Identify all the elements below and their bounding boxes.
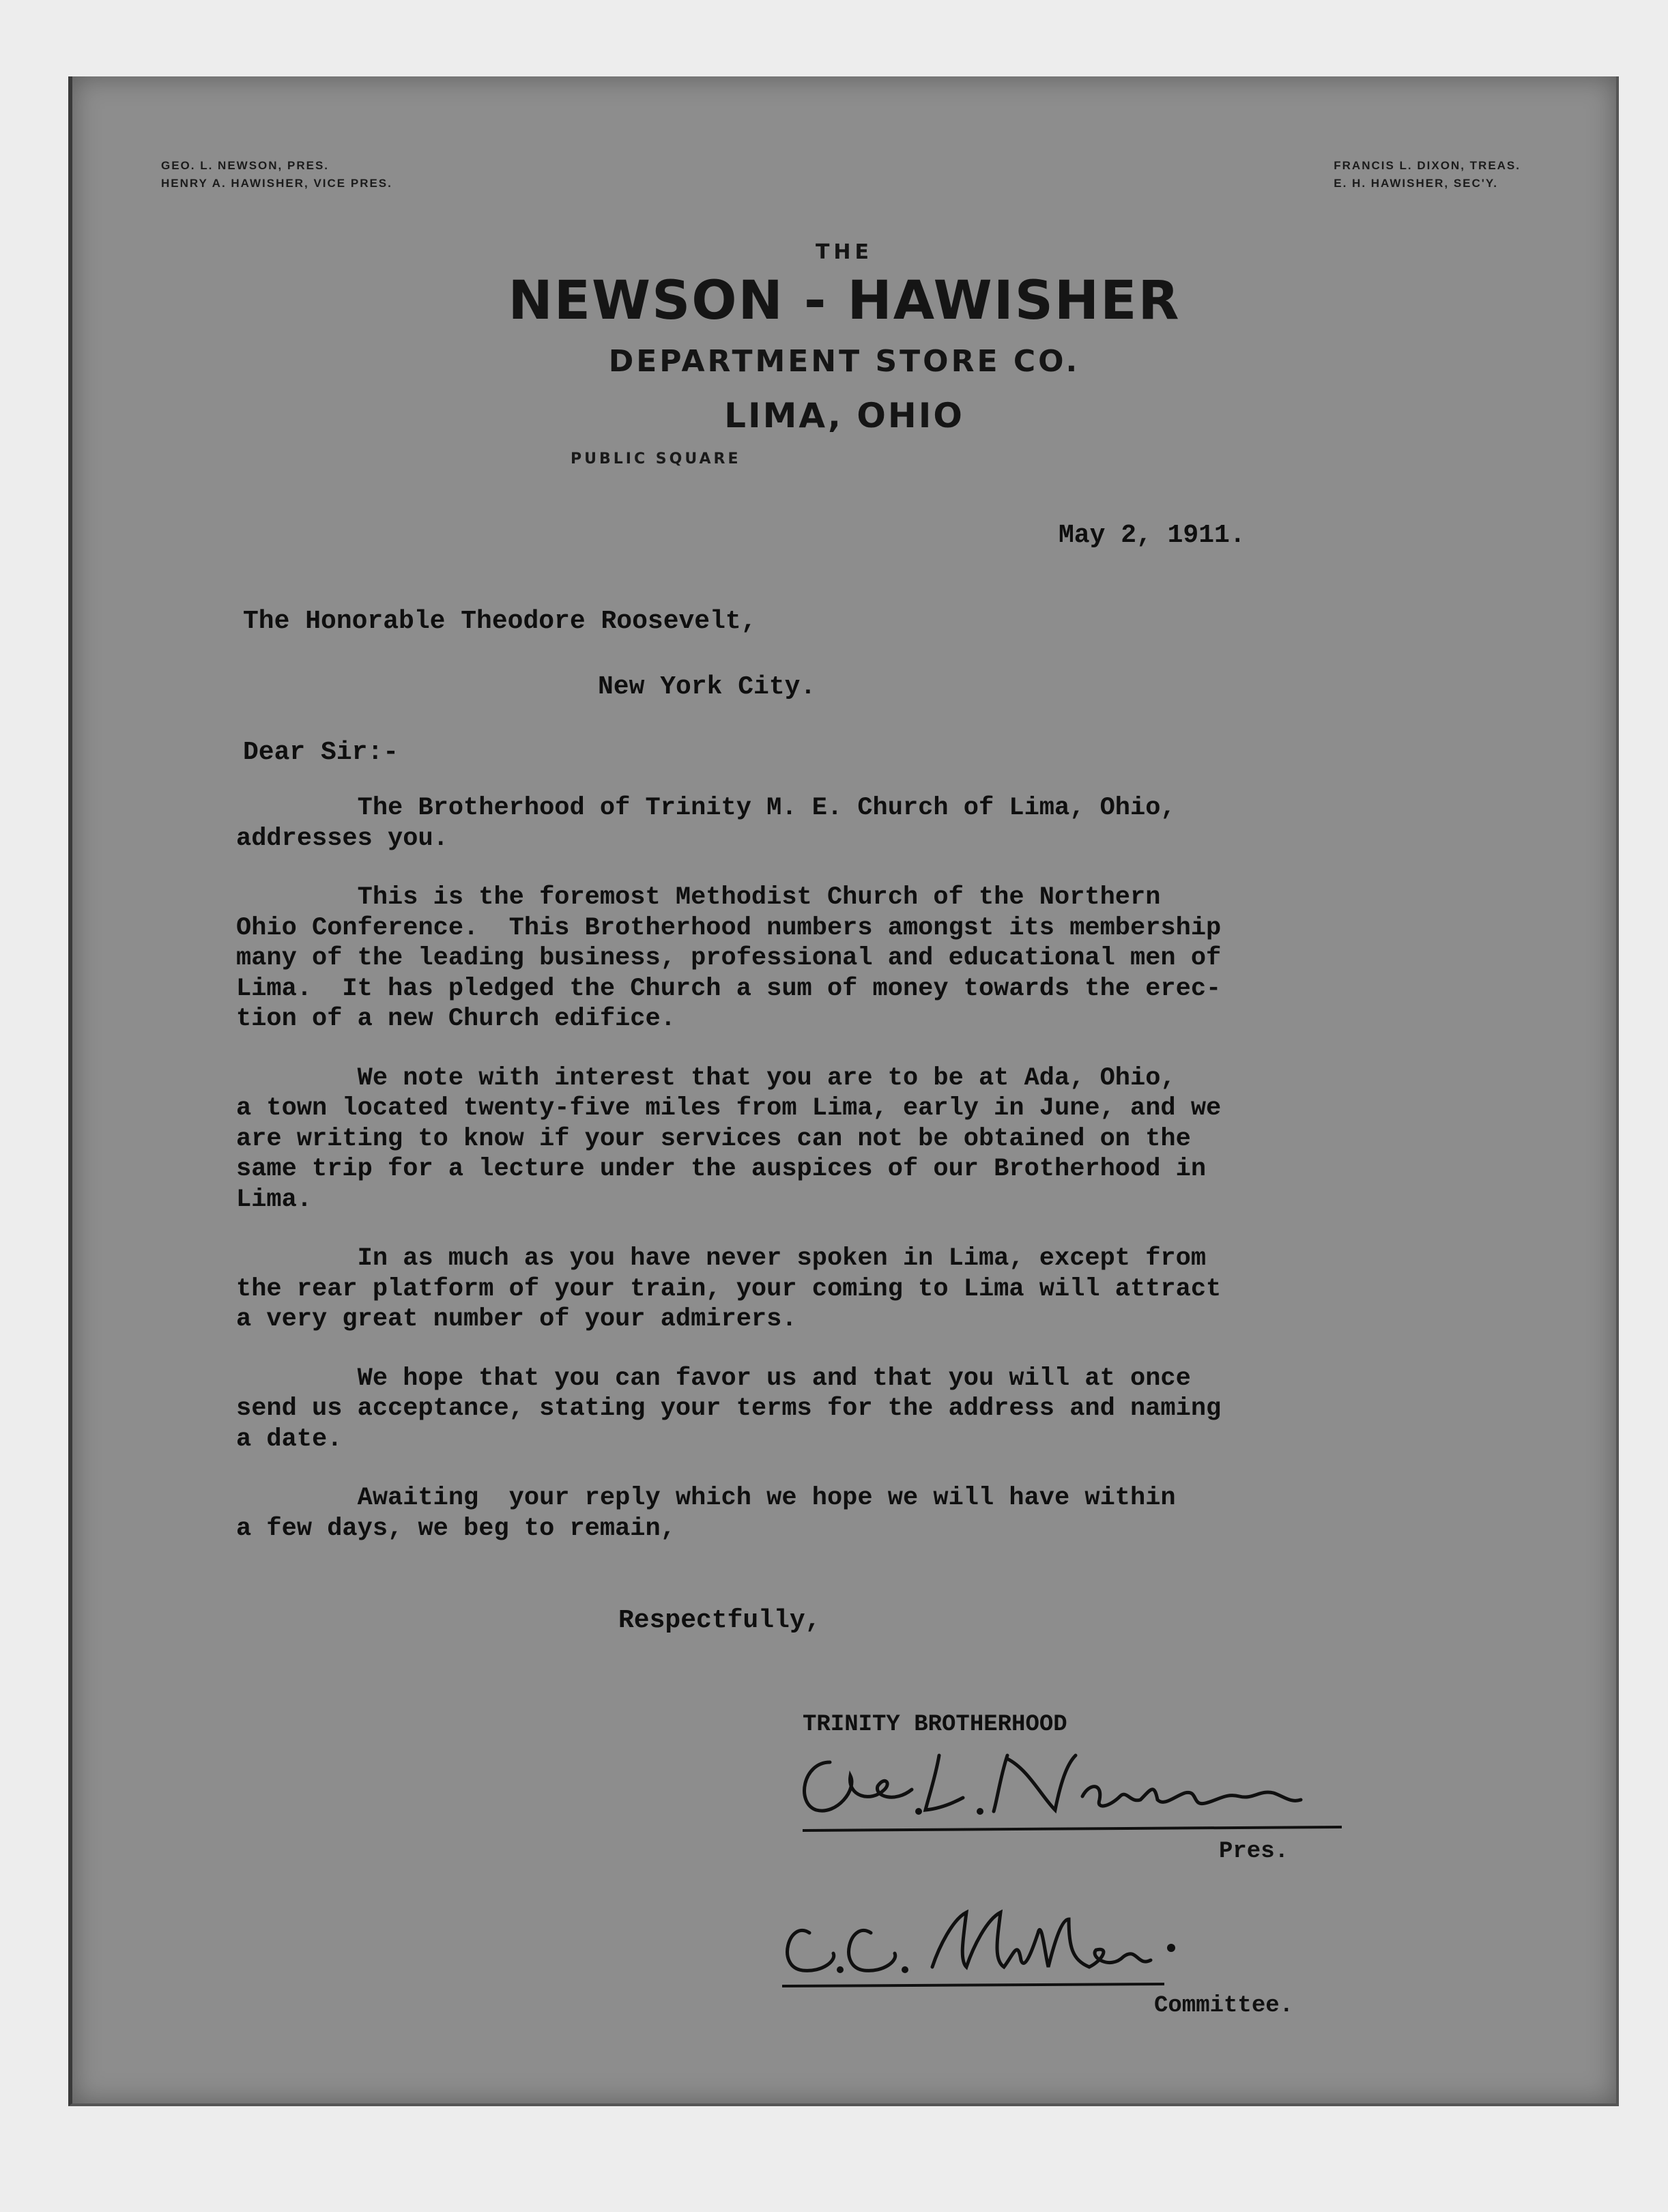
addressee: The Honorable Theodore Roosevelt, [243, 607, 757, 636]
complimentary-close: Respectfully, [618, 1606, 821, 1635]
paragraph-admirers: In as much as you have never spoken in Lima, except from the rear platform of your train, your coming to Lima will attract a very great number of your admirers. [236, 1244, 1222, 1334]
officer-secretary: E. H. HAWISHER, SEC'Y. [1334, 177, 1499, 190]
signature-newson [782, 1735, 1369, 1837]
paragraph-hope: We hope that you can favor us and that you will at once send us acceptance, stating your terms for the address and naming a date. [236, 1364, 1222, 1454]
organization-name: TRINITY BROTHERHOOD [803, 1712, 1067, 1738]
signature-title-pres: Pres. [1219, 1839, 1289, 1865]
signature-title-committee: Committee. [1154, 1993, 1294, 2019]
letterhead-department: DEPARTMENT STORE CO. [608, 344, 1080, 379]
paragraph-intro: The Brotherhood of Trinity M. E. Church of Lima, Ohio, addresses you. [236, 794, 1176, 853]
officer-treasurer: FRANCIS L. DIXON, TREAS. [1334, 159, 1521, 172]
letterhead-city: LIMA, OHIO [724, 396, 964, 435]
officer-president: GEO. L. NEWSON, PRES. [161, 159, 330, 172]
letterhead-company-name: NEWSON - HAWISHER [508, 270, 1181, 332]
paragraph-request: We note with interest that you are to be at Ada, Ohio, a town located twenty-five miles from Lima, early in June, and we are writing to know if your services can not be obtained on the same trip for a lecture under the auspices of our Brotherhood in Lima. [236, 1063, 1222, 1214]
letter-page [68, 76, 1619, 2106]
signature-miller [768, 1892, 1335, 1994]
letterhead-location: PUBLIC SQUARE [571, 450, 741, 468]
letterhead-the: THE [815, 240, 874, 264]
officers-left [161, 157, 392, 192]
paragraph-church: This is the foremost Methodist Church of the Northern Ohio Conference. This Brotherhood numbers amongst its membership many of the leading business, professional and educational men of Lima. It has pledged the Church a sum of money towards the erec- tion of a new Church edifice. [236, 883, 1222, 1033]
letter-body [236, 793, 1553, 1572]
officer-vice-president: HENRY A. HAWISHER, VICE PRES. [161, 177, 392, 190]
paragraph-closing: Awaiting your reply which we hope we will have within a few days, we beg to remain, [236, 1484, 1176, 1543]
officers-right [1334, 157, 1521, 192]
addressee-city: New York City. [598, 672, 816, 702]
letter-date: May 2, 1911. [1059, 521, 1246, 550]
salutation: Dear Sir:- [243, 738, 399, 767]
